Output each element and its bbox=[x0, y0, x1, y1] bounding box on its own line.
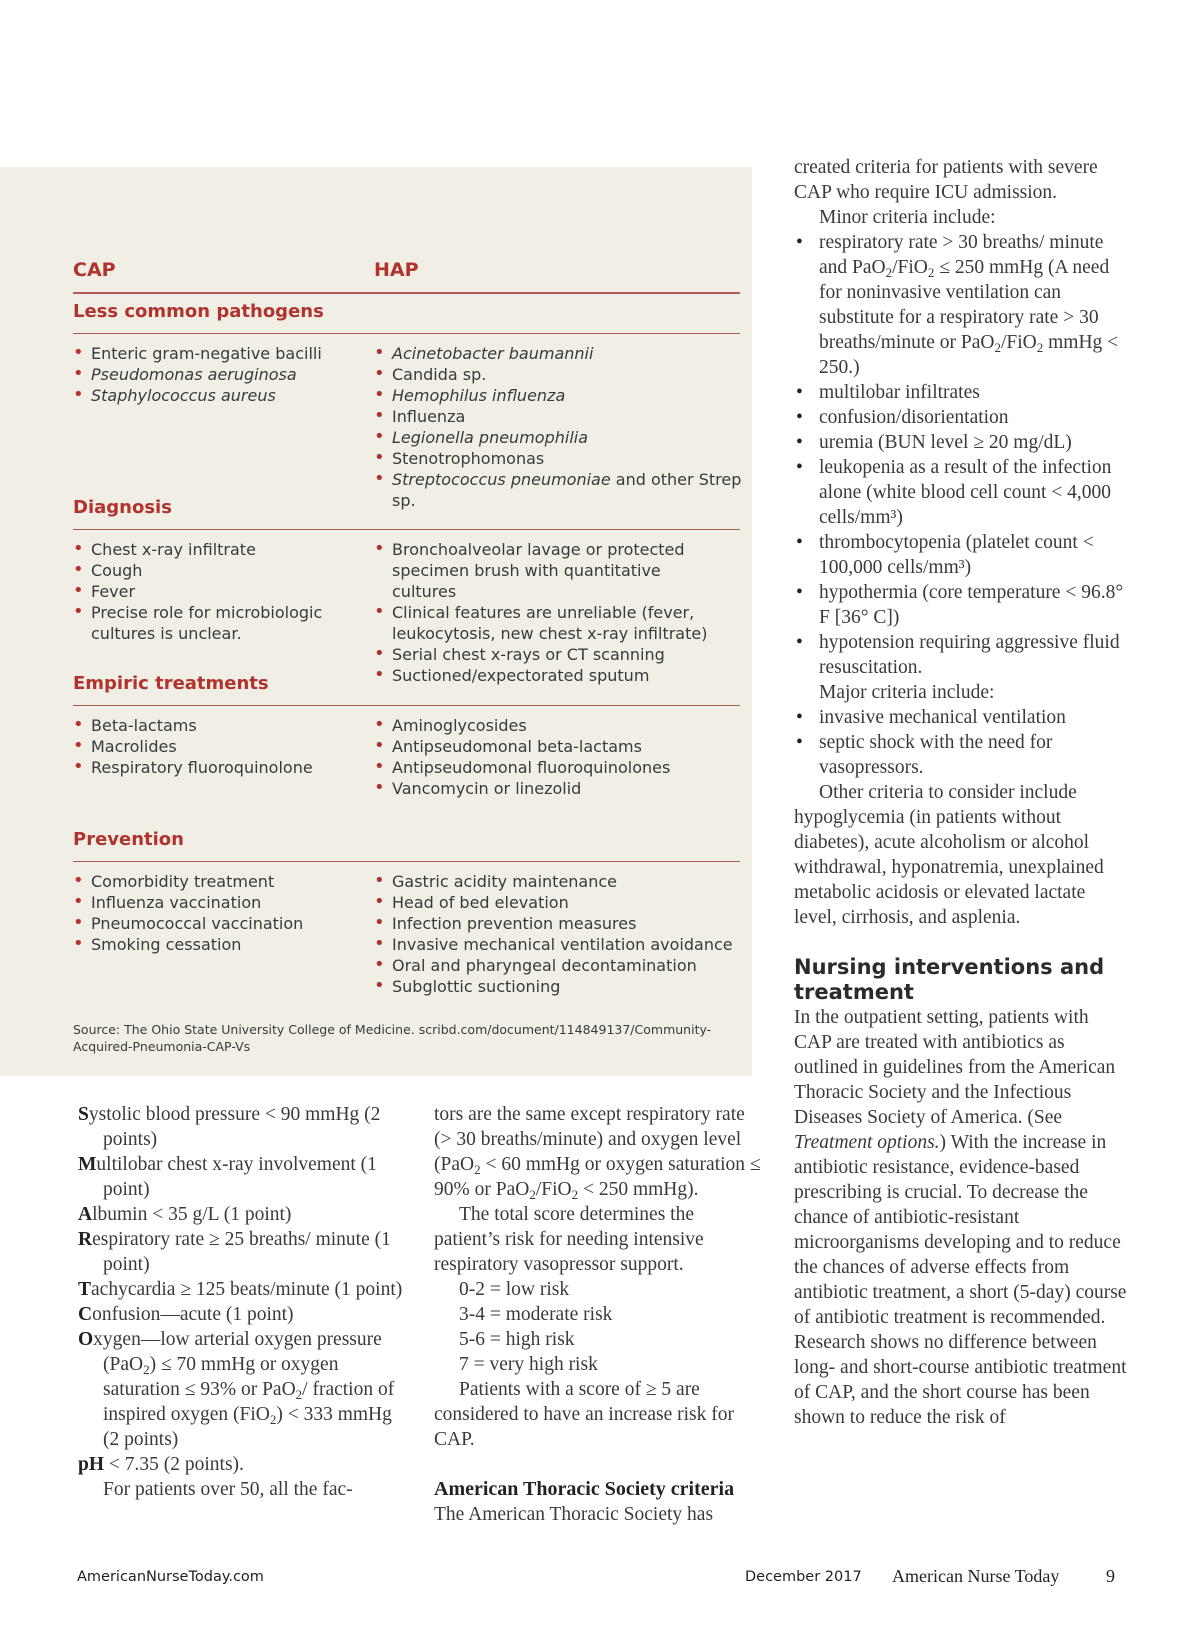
list-item: • Influenza bbox=[374, 406, 744, 427]
list-item: • Streptococcus pneumoniae and other Strep sp. bbox=[374, 469, 744, 511]
treatment-options-link[interactable]: Treatment options. bbox=[794, 1132, 940, 1153]
section-rule bbox=[73, 705, 740, 706]
list-item: • Pseudomonas aeruginosa bbox=[73, 364, 358, 385]
list-item: • Subglottic suctioning bbox=[374, 976, 744, 997]
major-criteria-list bbox=[794, 705, 1127, 780]
criteria-item-ph: pH < 7.35 (2 points). bbox=[78, 1454, 244, 1475]
risk-level: 5-6 = high risk bbox=[459, 1329, 575, 1350]
cap-pathogens-list bbox=[73, 343, 358, 406]
list-item: • Precise role for microbiologic cultures is unclear. bbox=[73, 602, 348, 644]
column-heading-cap: CAP bbox=[73, 259, 116, 281]
paragraph: In the outpatient setting, patients with CAP are treated with antibiotics as outlined in guidelines from the American Thoracic Society and the Infectious Diseases Society of America. (See Treatment options.) With the increase in antibiotic resistance, evidence-based prescribing is crucial. To decrease the chance of antibiotic-resistant microorganisms developing and to reduce the chances of adverse effects from antibiotic treatment, a short (5-day) course of antibiotic treatment is recommended. Research shows no difference between long- and short-course antibiotic treatment of CAP, and the short course has been shown to reduce the risk of bbox=[794, 1007, 1127, 1428]
risk-level: 0-2 = low risk bbox=[459, 1279, 570, 1300]
list-item: • hypotension requiring aggressive fluid resuscitation. bbox=[794, 630, 1127, 680]
list-item: • thrombocytopenia (platelet count < 100,000 cells/mm³) bbox=[794, 530, 1127, 580]
list-item: • Pneumococcal vaccination bbox=[73, 913, 358, 934]
nursing-heading: Nursing interventions and treatment bbox=[794, 955, 1105, 1004]
criteria-item: Systolic blood pressure < 90 mmHg (2 points) bbox=[78, 1104, 381, 1150]
minor-criteria-list bbox=[794, 230, 1127, 680]
section-heading-treatments: Empiric treatments bbox=[73, 673, 269, 694]
list-item: • Stenotrophomonas bbox=[374, 448, 744, 469]
list-item: • septic shock with the need for vasopressors. bbox=[794, 730, 1127, 780]
list-item: • Candida sp. bbox=[374, 364, 744, 385]
section-heading-diagnosis: Diagnosis bbox=[73, 497, 172, 518]
section-heading-pathogens: Less common pathogens bbox=[73, 301, 324, 322]
list-item: • uremia (BUN level ≥ 20 mg/dL) bbox=[794, 430, 1127, 455]
section-rule bbox=[73, 861, 740, 862]
criteria-item-oxygen: Oxygen—low arterial oxygen pressure (PaO$_2$) ≤ 70 mmHg or oxygen saturation ≤ 93% or PaO$_2$/ fraction of inspired oxygen (FiO$_2$) < 333 mmHg (2 points) bbox=[78, 1329, 395, 1450]
paragraph: The total score determines the patient’s risk for needing intensive respiratory vasopressor support. bbox=[434, 1204, 704, 1275]
list-item: • Gastric acidity maintenance bbox=[374, 871, 744, 892]
list-item: • Clinical features are unreliable (fever, leukocytosis, new chest x-ray infiltrate) bbox=[374, 602, 729, 644]
list-item: • Invasive mechanical ventilation avoidance bbox=[374, 934, 744, 955]
criteria-item: Tachycardia ≥ 125 beats/minute (1 point) bbox=[78, 1279, 403, 1300]
list-item: • Antipseudomonal beta-lactams bbox=[374, 736, 744, 757]
cap-treatments-list bbox=[73, 715, 358, 778]
risk-level: 7 = very high risk bbox=[459, 1354, 598, 1375]
list-item: • Suctioned/expectorated sputum bbox=[374, 665, 729, 686]
paragraph: created criteria for patients with severe CAP who require ICU admission. bbox=[794, 157, 1098, 203]
list-item: • Macrolides bbox=[73, 736, 358, 757]
list-item: • Enteric gram-negative bacilli bbox=[73, 343, 358, 364]
footer-page-number: 9 bbox=[1106, 1566, 1115, 1586]
list-item: • invasive mechanical ventilation bbox=[794, 705, 1127, 730]
paragraph: The American Thoracic Society has bbox=[434, 1504, 714, 1525]
list-item: • Staphylococcus aureus bbox=[73, 385, 358, 406]
column-heading-hap: HAP bbox=[374, 259, 419, 281]
list-item: • Infection prevention measures bbox=[374, 913, 744, 934]
list-item: • Chest x-ray infiltrate bbox=[73, 539, 348, 560]
criteria-item: Albumin < 35 g/L (1 point) bbox=[78, 1204, 292, 1225]
footer-site: AmericanNurseToday.com bbox=[77, 1569, 264, 1585]
body-column-2 bbox=[434, 1102, 764, 1527]
list-item: • Hemophilus influenza bbox=[374, 385, 744, 406]
list-item: • Beta-lactams bbox=[73, 715, 358, 736]
table-source-note: Source: The Ohio State University College of Medicine. scribd.com/document/114849137/Community-Acquired-Pneumonia-CAP-Vs bbox=[73, 1022, 712, 1054]
list-item: • confusion/disorientation bbox=[794, 405, 1127, 430]
list-item: • Aminoglycosides bbox=[374, 715, 744, 736]
list-item: • respiratory rate > 30 breaths/ minute and PaO$_2$/FiO$_2$ ≤ 250 mmHg (A need for noninvasive ventilation can substitute for a respiratory rate > 30 breaths/minute or PaO$_2$/FiO$_2$ mmHg < 250.) bbox=[794, 230, 1127, 380]
footer-date: December 2017 bbox=[745, 1569, 862, 1585]
hap-diagnosis-list bbox=[374, 539, 729, 686]
cap-diagnosis-list bbox=[73, 539, 348, 644]
list-item: • Vancomycin or linezolid bbox=[374, 778, 744, 799]
list-item: • Head of bed elevation bbox=[374, 892, 744, 913]
ats-criteria-heading: American Thoracic Society criteria bbox=[434, 1478, 735, 1500]
paragraph: For patients over 50, all the fac- bbox=[103, 1479, 353, 1500]
criteria-item: Multilobar chest x-ray involvement (1 point) bbox=[78, 1154, 377, 1200]
list-item: • Serial chest x-rays or CT scanning bbox=[374, 644, 729, 665]
list-item: • multilobar infiltrates bbox=[794, 380, 1127, 405]
list-item: • Cough bbox=[73, 560, 348, 581]
minor-criteria-label: Minor criteria include: bbox=[819, 207, 996, 228]
section-rule bbox=[73, 333, 740, 334]
list-item: • Smoking cessation bbox=[73, 934, 358, 955]
list-item: • Comorbidity treatment bbox=[73, 871, 358, 892]
body-column-1 bbox=[78, 1102, 408, 1502]
body-column-3 bbox=[794, 155, 1127, 1430]
hap-treatments-list bbox=[374, 715, 744, 799]
criteria-item: Respiratory rate ≥ 25 breaths/ minute (1 point) bbox=[78, 1229, 391, 1275]
hap-prevention-list bbox=[374, 871, 744, 997]
list-item: • Influenza vaccination bbox=[73, 892, 358, 913]
risk-level: 3-4 = moderate risk bbox=[459, 1304, 613, 1325]
list-item: • Acinetobacter baumannii bbox=[374, 343, 744, 364]
paragraph: Other criteria to consider include hypoglycemia (in patients without diabetes), acute alcoholism or alcohol withdrawal, hyponatremia, unexplained metabolic acidosis or elevated lactate level, cirrhosis, and asplenia. bbox=[794, 782, 1104, 928]
list-item: • Bronchoalveolar lavage or protected specimen brush with quantitative cultures bbox=[374, 539, 729, 602]
list-item: • Antipseudomonal fluoroquinolones bbox=[374, 757, 744, 778]
list-item: • Respiratory fluoroquinolone bbox=[73, 757, 358, 778]
section-heading-prevention: Prevention bbox=[73, 829, 184, 850]
list-item: • Oral and pharyngeal decontamination bbox=[374, 955, 744, 976]
list-item: • hypothermia (core temperature < 96.8° F [36° C]) bbox=[794, 580, 1127, 630]
criteria-item: Confusion—acute (1 point) bbox=[78, 1304, 294, 1325]
hap-pathogens-list bbox=[374, 343, 744, 511]
paragraph: Patients with a score of ≥ 5 are considered to have an increase risk for CAP. bbox=[434, 1379, 734, 1450]
list-item: • leukopenia as a result of the infection alone (white blood cell count < 4,000 cells/mm³) bbox=[794, 455, 1127, 530]
header-rule bbox=[73, 292, 740, 294]
section-rule bbox=[73, 529, 740, 530]
footer-journal: American Nurse Today bbox=[892, 1566, 1060, 1586]
cap-prevention-list bbox=[73, 871, 358, 955]
paragraph: tors are the same except respiratory rate (> 30 breaths/minute) and oxygen level (PaO$_2$ < 60 mmHg or oxygen saturation ≤ 90% or PaO$_2$/FiO$_2$ < 250 mmHg). bbox=[434, 1104, 761, 1202]
major-criteria-label: Major criteria include: bbox=[819, 682, 995, 703]
list-item: • Fever bbox=[73, 581, 348, 602]
list-item: • Legionella pneumophilia bbox=[374, 427, 744, 448]
